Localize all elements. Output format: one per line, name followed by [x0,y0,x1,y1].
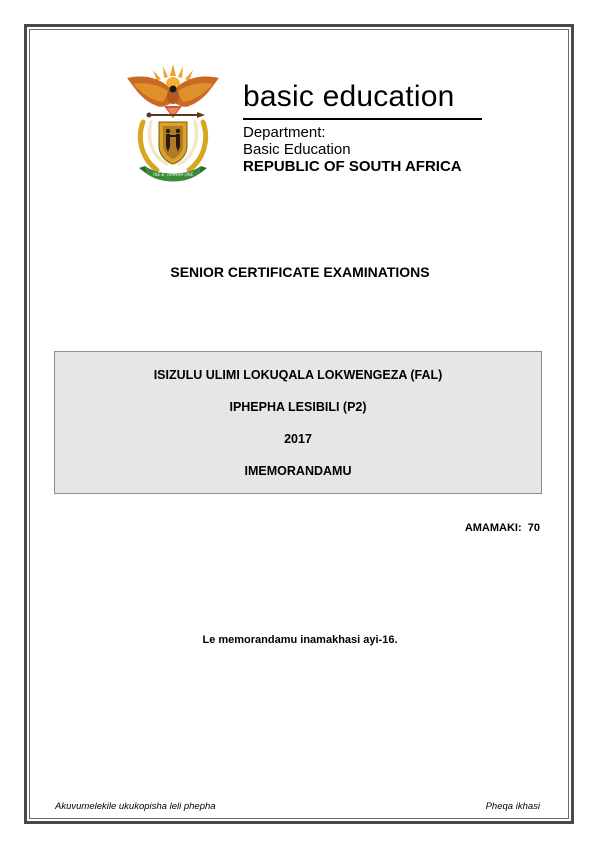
coat-of-arms-icon [123,62,223,184]
copyright-note: Akuvumelekile ukukopisha leli phepha [55,801,216,812]
department-name: Basic Education [243,141,351,158]
country-name: REPUBLIC OF SOUTH AFRICA [243,158,462,175]
turn-page-note: Pheqa ikhasi [485,801,540,812]
department-label: Department: [243,124,326,141]
paper-title: IPHEPHA LESIBILI (P2) [229,400,367,414]
exam-year: 2017 [284,432,312,446]
coat-motto-text: !KE E: /XARRA //KE [152,173,194,178]
subject-title: ISIZULU ULIMI LOKUQALA LOKWENGEZA (FAL) [153,368,443,382]
page-count-note: Le memorandamu inamakhasi ayi-16. [202,634,398,646]
brand-title: basic education [243,80,455,113]
document-type: IMEMORANDAMU [244,464,352,478]
exam-title: SENIOR CERTIFICATE EXAMINATIONS [170,264,430,280]
total-marks: AMAMAKI: 70 [464,522,540,534]
title-box [54,351,542,494]
brand-underline [243,118,482,120]
